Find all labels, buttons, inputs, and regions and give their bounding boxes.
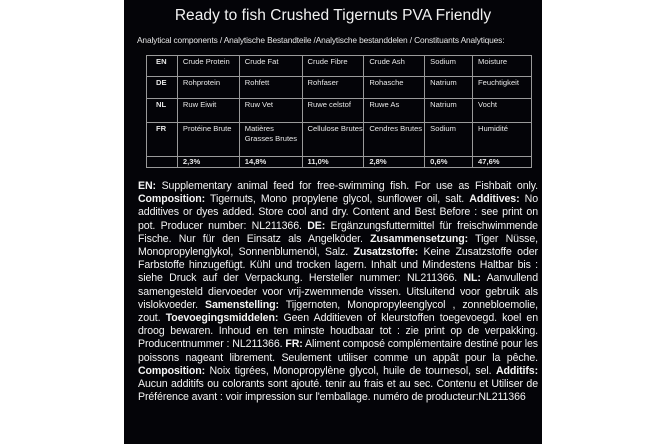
en-composition-label: Composition: bbox=[138, 193, 206, 206]
product-title: Ready to fish Crushed Tigernuts PVA Friendly bbox=[174, 7, 492, 24]
table-row-values bbox=[147, 157, 532, 168]
cell-sodium: Sodium bbox=[425, 123, 473, 157]
product-label-panel bbox=[124, 0, 542, 444]
value-protein: 2,3% bbox=[177, 157, 239, 168]
cell-sodium: Natrium bbox=[425, 77, 473, 99]
table-row-de bbox=[147, 77, 532, 99]
en-additives-text: No additives or dyes added. Store cool and dry. Content and Best Before : see print on pot. Producer number: NL211366. bbox=[138, 193, 538, 232]
fr-composition-text: Noix tigrées, Monopropylène glycol, huile de tournesol, sel. bbox=[205, 364, 496, 377]
fr-label: FR: bbox=[285, 338, 303, 351]
lang-code-de: DE bbox=[147, 77, 178, 99]
lang-code-en: EN bbox=[147, 56, 178, 77]
cell-protein: Crude Protein bbox=[177, 56, 239, 77]
cell-fat: Crude Fat bbox=[239, 56, 302, 77]
cell-ash: Cendres Brutes bbox=[364, 123, 425, 157]
cell-fat: Rohfett bbox=[239, 77, 302, 99]
de-composition-text: Tiger Nüsse, Monopropylenglykol, Sonnenblumenöl, Salz. bbox=[138, 232, 539, 259]
nl-composition-text: Tijgernoten, Monopropyleenglycol , zonnebloemolie, zout. bbox=[138, 298, 538, 325]
cell-moisture: Moisture bbox=[473, 56, 532, 77]
en-label: EN: bbox=[138, 180, 156, 192]
cell-moisture: Feuchtigkeit bbox=[473, 77, 532, 99]
nl-label: NL: bbox=[463, 272, 481, 285]
de-composition-label: Zusammensetzung: bbox=[370, 232, 469, 245]
cell-protein: Rohprotein bbox=[177, 77, 239, 99]
de-additives-text: Keine Zusatzstoffe oder Farbstoffe hinzugefügt. Kühl und trocken lagern. Inhalt und Mindestens Haltbar bis : siehe Druck auf der Verpackung. Hersteller nummer: NL211366. bbox=[138, 246, 538, 285]
nl-additives-label: Toevoegingsmiddelen: bbox=[165, 312, 279, 325]
nl-text: Aanvullend samengesteld diervoeder voor vrij-zwemmende vissen. Uitsluitend voor gebruik als vislokvoeder. bbox=[138, 272, 538, 311]
multilingual-description bbox=[138, 180, 538, 404]
cell-ash: Rohasche bbox=[364, 77, 425, 99]
analytical-components-table bbox=[146, 55, 532, 168]
cell-fibre: Cellulose Brutes bbox=[302, 123, 364, 157]
cell-fat: Ruw Vet bbox=[239, 99, 302, 123]
de-text: Ergänzungsfuttermittel für freischwimmende Fische. Nur für den Einsatz als Angelköder. bbox=[138, 219, 538, 245]
value-fat: 14,8% bbox=[239, 157, 302, 168]
fr-composition-label: Composition: bbox=[138, 364, 206, 377]
cell-ash: Crude Ash bbox=[364, 56, 425, 77]
cell-protein: Ruw Eiwit bbox=[177, 99, 239, 123]
fr-additives-text: Aucun additifs ou colorants sont ajouté. tenir au frais et au sec. Contenu et Utiliser de Préférence avant : voir impression sur l'emballage. numéro de producteur:NL211366 bbox=[138, 378, 538, 404]
cell-protein: Protéine Brute bbox=[177, 123, 239, 157]
value-moisture: 47,6% bbox=[473, 157, 532, 168]
table-row-fr bbox=[147, 123, 532, 157]
de-additives-label: Zusatzstoffe: bbox=[353, 246, 419, 259]
cell-sodium: Sodium bbox=[425, 56, 473, 77]
table-row-nl bbox=[147, 99, 532, 123]
cell-moisture: Humidité bbox=[473, 123, 532, 157]
nl-additives-text: Geen Additieven of kleurstoffen toegevoegd. koel en droog bewaren. Inhoud en ten minste houdbaar tot : zie print op de verpakking. Producentnummer : NL211366. bbox=[138, 312, 538, 351]
en-additives-label: Additives: bbox=[469, 193, 520, 206]
value-ash: 2,8% bbox=[364, 157, 425, 168]
fr-additives-label: Additifs: bbox=[495, 364, 538, 377]
cell-sodium: Natrium bbox=[425, 99, 473, 123]
de-label: DE: bbox=[307, 219, 326, 232]
cell-ash: Ruwe As bbox=[364, 99, 425, 123]
nl-composition-label: Samenstelling: bbox=[204, 298, 279, 311]
cell-fibre: Ruwe celstof bbox=[302, 99, 364, 123]
fr-text: Aliment composé complémentaire destiné pour les poissons nageant librement. Seulement utiliser comme un appât pour la pêche. bbox=[138, 338, 538, 364]
lang-code-nl: NL bbox=[147, 99, 178, 123]
en-composition-text: Tigernuts, Mono propylene glycol, sunflower oil, salt. bbox=[205, 193, 470, 206]
table-row-en bbox=[147, 56, 532, 77]
en-text: Supplementary animal feed for free-swimming fish. For use as Fishbait only. bbox=[155, 180, 538, 192]
value-fibre: 11,0% bbox=[302, 157, 364, 168]
cell-fibre: Rohfaser bbox=[302, 77, 364, 99]
lang-code-empty bbox=[147, 157, 178, 168]
lang-code-fr: FR bbox=[147, 123, 178, 157]
cell-fibre: Crude Fibre bbox=[302, 56, 364, 77]
cell-moisture: Vocht bbox=[473, 99, 532, 123]
value-sodium: 0,6% bbox=[425, 157, 473, 168]
cell-fat: Matières Grasses Brutes bbox=[239, 123, 302, 157]
analytical-components-heading: Analytical components / Analytische Bestandteile /Analytische bestanddelen / Constituants Analytiques: bbox=[137, 35, 505, 45]
